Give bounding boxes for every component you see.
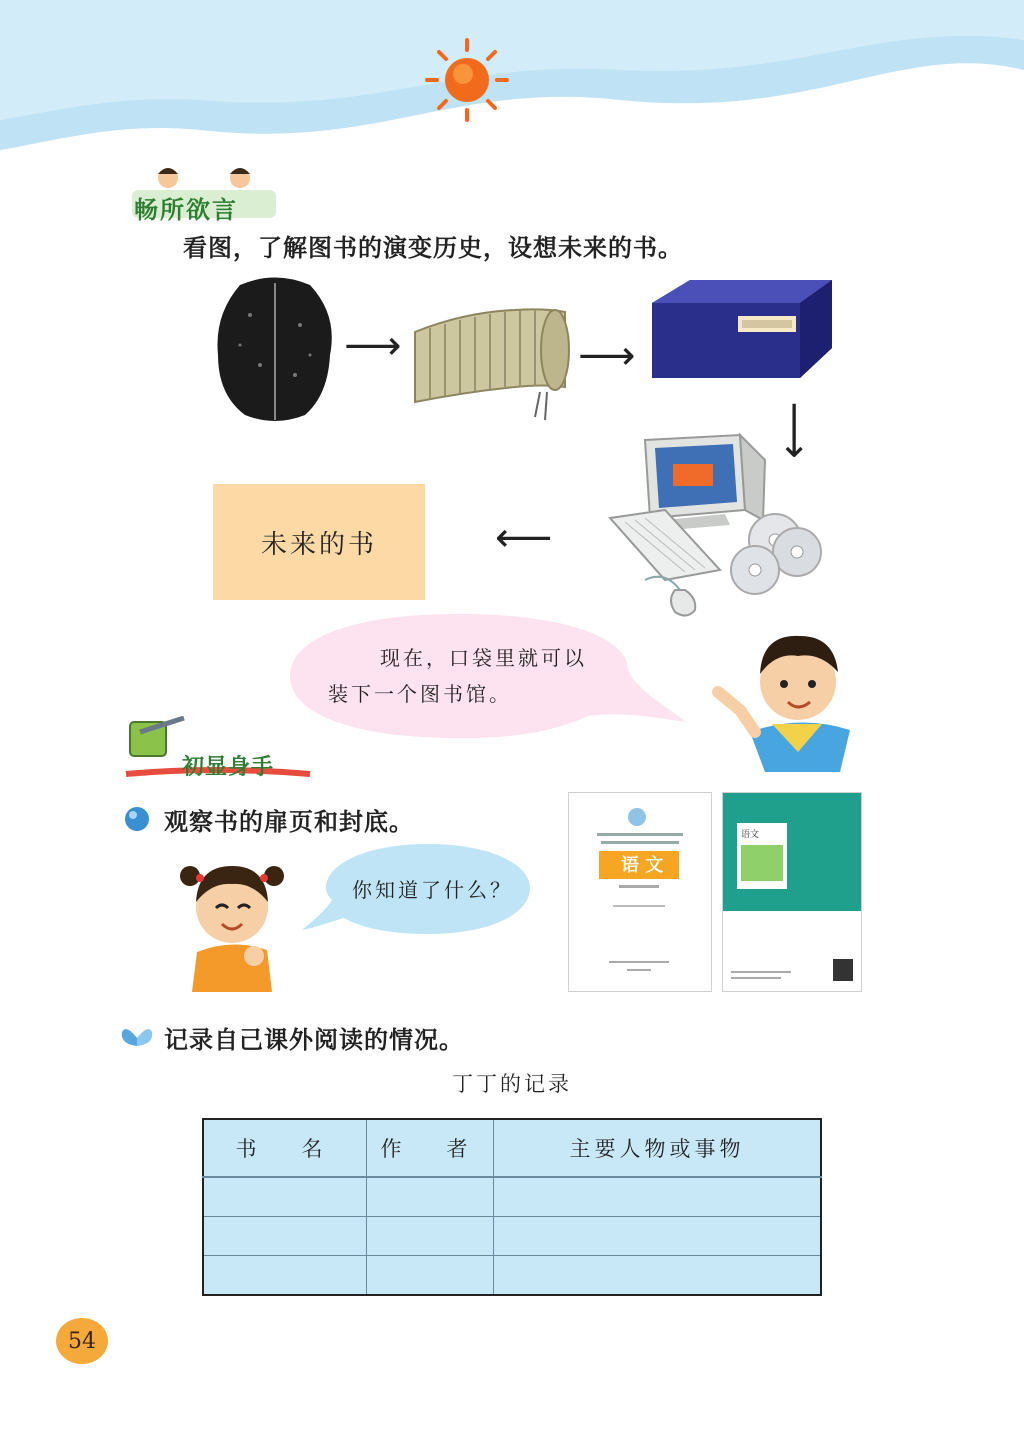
- section-logo-text: 畅所欲言: [134, 196, 238, 224]
- butterfly-bullet-icon: [120, 1024, 154, 1050]
- arrow-right-icon: ⟶: [344, 323, 402, 369]
- future-book-box: [213, 484, 425, 600]
- task-record-text: 记录自己课外阅读的情况。: [164, 1025, 464, 1054]
- girl-bubble-text: 你知道了什么？: [352, 878, 513, 902]
- table-cell[interactable]: [494, 1217, 822, 1256]
- girl-character-icon: [172, 852, 292, 992]
- oracle-bone-icon: [210, 275, 340, 425]
- header-author: 作 者: [367, 1119, 494, 1177]
- blue-ball-bullet-icon: [124, 806, 150, 832]
- back-cover-book-title: 语文: [741, 830, 760, 840]
- back-cover-graphic: [723, 793, 861, 991]
- table-cell[interactable]: [494, 1256, 822, 1296]
- arrow-left-icon: ⟵: [495, 515, 553, 561]
- table-cell[interactable]: [367, 1256, 494, 1296]
- bamboo-scroll-icon: [405, 292, 575, 422]
- task-observe-text: 观察书的扉页和封底。: [164, 807, 414, 836]
- arrow-down-icon: ⟶: [771, 401, 818, 459]
- title-page-graphic: [569, 793, 711, 991]
- header-wave: [0, 0, 1024, 170]
- book-back-cover: [722, 792, 862, 992]
- bubble-line-1: 现在，口袋里就可以: [380, 646, 587, 670]
- table-cell[interactable]: [203, 1177, 367, 1217]
- future-book-label: 未来的书: [260, 529, 377, 560]
- table-row: [203, 1256, 821, 1296]
- book-title-page: [568, 792, 712, 992]
- table-cell[interactable]: [494, 1177, 822, 1217]
- table-header-row: [203, 1119, 821, 1177]
- book-box-icon: [650, 278, 835, 398]
- table-cell[interactable]: [203, 1256, 367, 1296]
- page-number: [56, 1318, 108, 1364]
- instruction-text: 看图，了解图书的演变历史，设想未来的书。: [183, 233, 683, 262]
- table-cell[interactable]: [203, 1217, 367, 1256]
- table-title: 丁丁的记录: [452, 1072, 572, 1096]
- table-row: [203, 1177, 821, 1217]
- page-number-text: 54: [68, 1328, 96, 1354]
- sun-icon: [425, 38, 509, 122]
- header-book-name: 书 名: [203, 1119, 367, 1177]
- table-cell[interactable]: [367, 1217, 494, 1256]
- boy-character-icon: [710, 622, 860, 772]
- section-logo-tryout: [124, 716, 284, 786]
- title-page-book-title: 语 文: [621, 855, 664, 876]
- section-logo-discuss: [128, 160, 288, 230]
- table-cell[interactable]: [367, 1177, 494, 1217]
- bubble-line-2: 装下一个图书馆。: [328, 682, 512, 706]
- computer-icon: [605, 430, 825, 630]
- arrow-right-icon: ⟶: [578, 333, 636, 379]
- reading-record-table: [202, 1118, 822, 1296]
- table-row: [203, 1217, 821, 1256]
- section-logo-text: 初显身手: [182, 755, 275, 780]
- header-main-characters: 主要人物或事物: [494, 1119, 822, 1177]
